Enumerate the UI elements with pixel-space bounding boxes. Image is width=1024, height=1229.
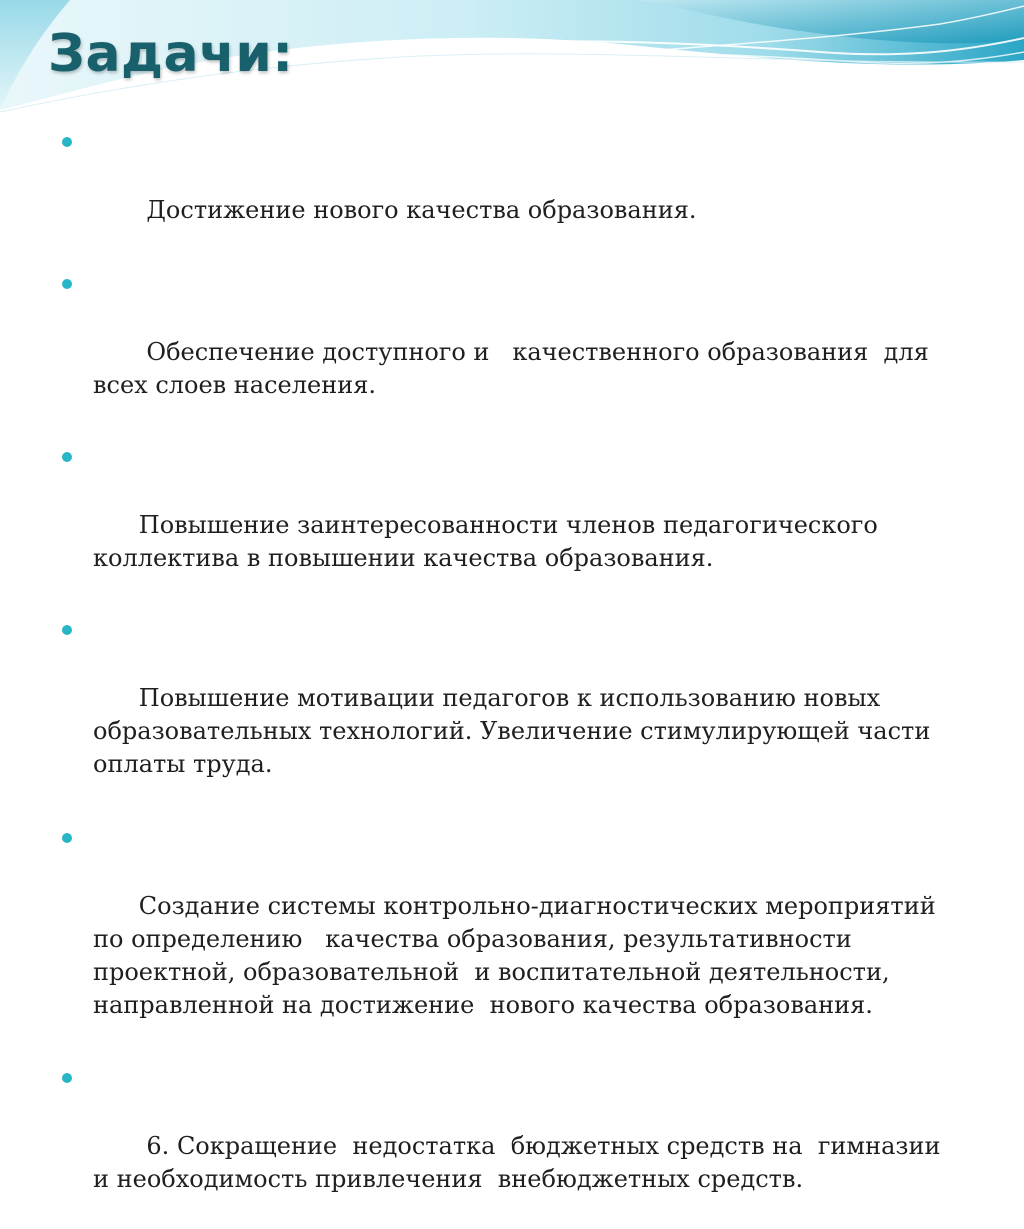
bullet-dot-icon [62,625,72,635]
bullet-dot-icon [62,833,72,843]
bullet-item [58,1064,958,1229]
bullet-item [58,443,958,608]
bullet-dot-icon [62,452,72,462]
bullet-dot-icon [62,137,72,147]
bullet-dot-icon [62,279,72,289]
bullet-item [58,128,958,260]
bullet-text: Повышение заинтересованности членов педагогического коллектива в повышении качества образования. [93,511,886,572]
bullet-dot-icon [62,1073,72,1083]
bullet-text: Повышение мотивации педагогов к использованию новых образовательных технологий. Увеличение стимулирующей части оплаты труда. [93,684,938,778]
bullet-list [58,128,958,1229]
slide-title: Задачи: [48,24,294,84]
bullet-item [58,270,958,435]
bullet-text: Создание системы контрольно-диагностических мероприятий по определению качества образования, результативности проектной, образовательной и воспитательной деятельности, направленной на достижение нового качества образования. [93,892,944,1019]
bullet-item [58,824,958,1055]
bullet-item [58,616,958,814]
bullet-text: Обеспечение доступного и качественного образования для всех слоев населения. [93,338,937,399]
bullet-text: 6. Сокращение недостатка бюджетных средств на гимназии и необходимость привлечения внебюджетных средств. [93,1132,956,1193]
bullet-text: Достижение нового качества образования. [138,196,697,224]
